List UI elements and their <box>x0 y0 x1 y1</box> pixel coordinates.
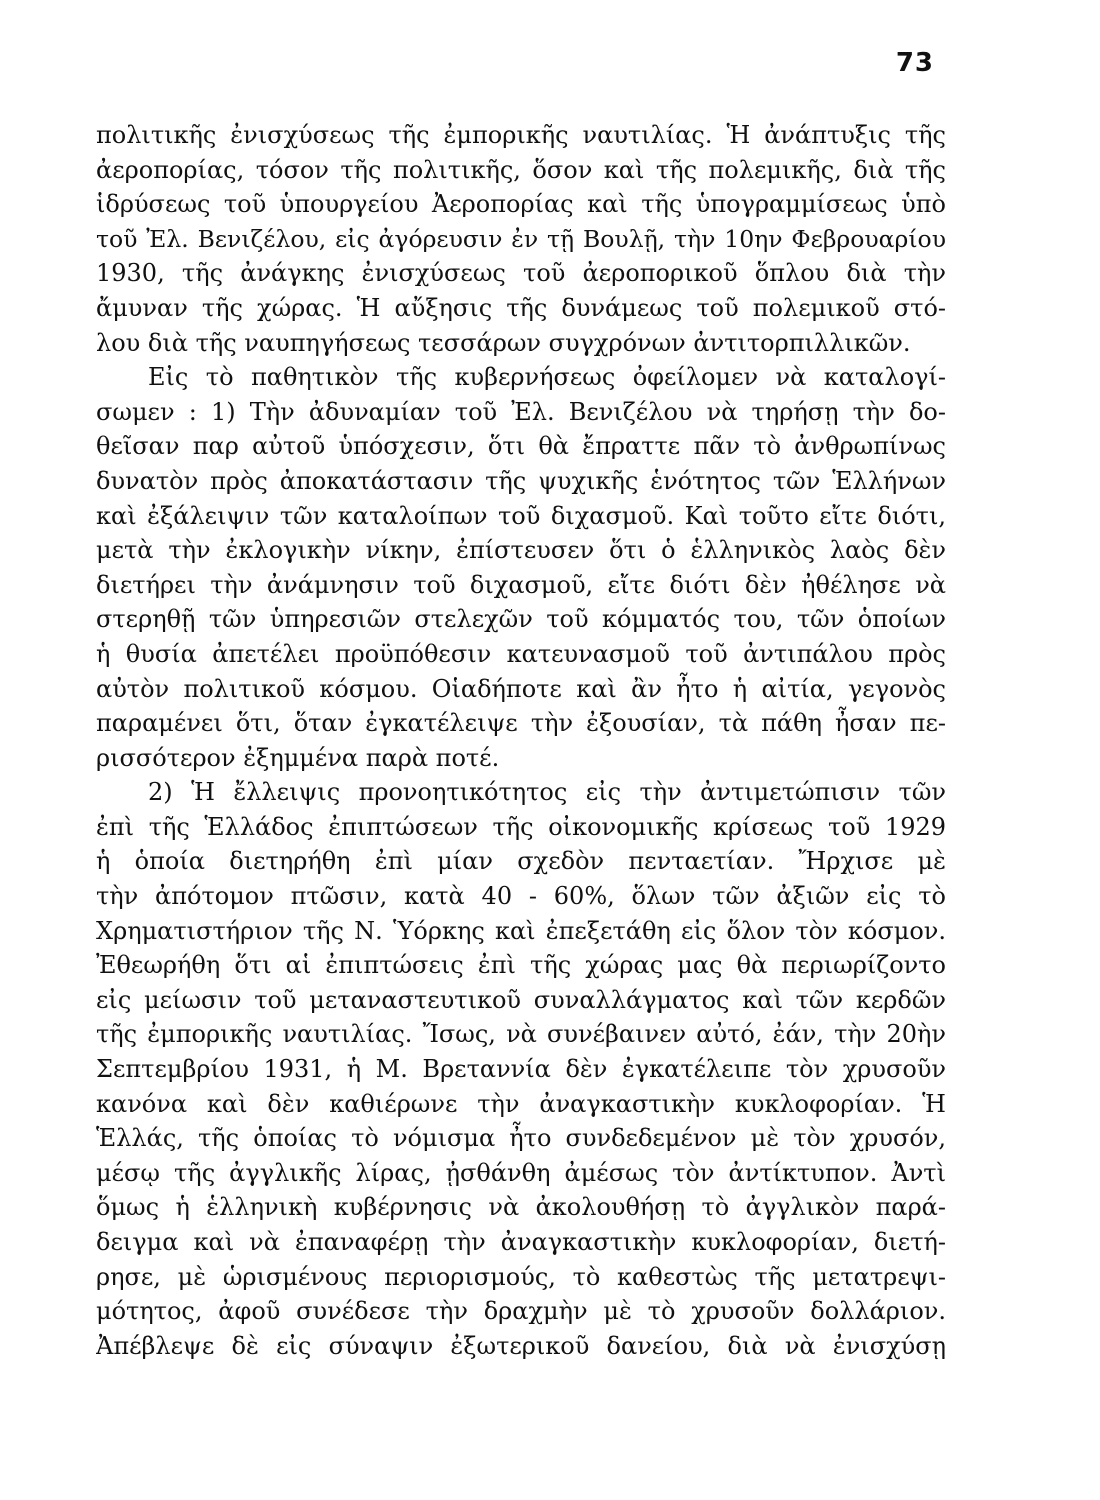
text-line: παραμένει ὅτι, ὅταν ἐγκατέλειψε τὴν ἐξουσίαν, τὰ πάθη ἦσαν πε- <box>96 709 946 738</box>
text-line: καὶ ἐξάλειψιν τῶν καταλοίπων τοῦ διχασμοῦ. Καὶ τοῦτο εἴτε διότι, <box>96 501 946 530</box>
text-line: Ἀπέβλεψε δὲ εἰς σύναψιν ἐξωτερικοῦ δανείου, διὰ νὰ ἐνισχύσῃ <box>96 1331 946 1360</box>
page-number: 73 <box>895 48 934 78</box>
text-line: ἀεροπορίας, τόσον τῆς πολιτικῆς, ὅσον καὶ τῆς πολεμικῆς, διὰ τῆς <box>96 155 946 184</box>
text-line: κανόνα καὶ δὲν καθιέρωνε τὴν ἀναγκαστικὴν κυκλοφορίαν. Ἡ <box>96 1089 946 1118</box>
text-line: ἐπὶ τῆς Ἑλλάδος ἐπιπτώσεων τῆς οἰκονομικῆς κρίσεως τοῦ 1929 <box>96 812 946 841</box>
text-line: ἡ θυσία ἀπετέλει προϋπόθεσιν κατευνασμοῦ τοῦ ἀντιπάλου πρὸς <box>96 639 946 668</box>
text-line: στερηθῇ τῶν ὑπηρεσιῶν στελεχῶν τοῦ κόμματός του, τῶν ὁποίων <box>96 605 946 634</box>
text-line: δειγμα καὶ νὰ ἐπαναφέρῃ τὴν ἀναγκαστικὴν κυκλοφορίαν, διετή- <box>96 1228 946 1256</box>
text-line: Χρηματιστήριον τῆς Ν. Ὑόρκης καὶ ἐπεξετάθη εἰς ὅλον τὸν κόσμον. <box>96 916 946 945</box>
text-line: μότητος, ἀφοῦ συνέδεσε τὴν δραχμὴν μὲ τὸ χρυσοῦν δολλάριον. <box>96 1297 946 1326</box>
text-line: 1930, τῆς ἀνάγκης ἐνισχύσεως τοῦ ἀεροπορικοῦ ὅπλου διὰ τὴν <box>96 259 946 288</box>
body-text <box>96 118 946 1363</box>
text-line: τὴν ἀπότομον πτῶσιν, κατὰ 40 - 60%, ὅλων τῶν ἀξιῶν εἰς τὸ <box>96 882 946 911</box>
text-line: θεῖσαν παρ αὐτοῦ ὑπόσχεσιν, ὅτι θὰ ἔπραττε πᾶν τὸ ἀνθρωπίνως <box>96 432 946 461</box>
text-line: ἡ ὁποία διετηρήθη ἐπὶ μίαν σχεδὸν πενταετίαν. Ἤρχισε μὲ <box>96 847 946 876</box>
text-line: Ἐθεωρήθη ὅτι αἱ ἐπιπτώσεις ἐπὶ τῆς χώρας μας θὰ περιωρίζοντο <box>96 951 946 980</box>
text-line: πολιτικῆς ἐνισχύσεως τῆς ἐμπορικῆς ναυτιλίας. Ἡ ἀνάπτυξις τῆς <box>96 121 946 149</box>
text-line: ὅμως ἡ ἑλληνικὴ κυβέρνησις νὰ ἀκολουθήσῃ τὸ ἀγγλικὸν παρά- <box>96 1193 946 1222</box>
text-line: τῆς ἐμπορικῆς ναυτιλίας. Ἴσως, νὰ συνέβαινεν αὐτό, ἐάν, τὴν 20ὴν <box>96 1020 946 1049</box>
text-line: ρησε, μὲ ὡρισμένους περιορισμούς, τὸ καθεστὼς τῆς μετατρεψι- <box>96 1262 946 1291</box>
text-line: δυνατὸν πρὸς ἀποκατάστασιν τῆς ψυχικῆς ἑνότητος τῶν Ἑλλήνων <box>96 466 946 495</box>
text-line: διετήρει τὴν ἀνάμνησιν τοῦ διχασμοῦ, εἴτε διότι δὲν ἠθέλησε νὰ <box>96 570 946 599</box>
text-line: εἰς μείωσιν τοῦ μεταναστευτικοῦ συναλλάγματος καὶ τῶν κερδῶν <box>96 985 946 1014</box>
text-line: μετὰ τὴν ἐκλογικὴν νίκην, ἐπίστευσεν ὅτι ὁ ἑλληνικὸς λαὸς δὲν <box>96 536 946 565</box>
text-line: λου διὰ τῆς ναυπηγήσεως τεσσάρων συγχρόνων ἀντιτορπιλλικῶν. <box>96 328 911 357</box>
text-line: ἄμυναν τῆς χώρας. Ἡ αὔξησις τῆς δυνάμεως τοῦ πολεμικοῦ στό- <box>96 293 946 322</box>
text-line: αὐτὸν πολιτικοῦ κόσμου. Οἱαδήποτε καὶ ἂν ἦτο ἡ αἰτία, γεγονὸς <box>96 674 946 703</box>
text-line: τοῦ Ἐλ. Βενιζέλου, εἰς ἀγόρευσιν ἐν τῇ Βουλῇ, τὴν 10ην Φεβρουαρίου <box>96 224 946 253</box>
text-line: 2) Ἡ ἔλλειψις προνοητικότητος εἰς τὴν ἀντιμετώπισιν τῶν <box>148 778 946 807</box>
text-line: Ἑλλάς, τῆς ὁποίας τὸ νόμισμα ἦτο συνδεδεμένον μὲ τὸν χρυσόν, <box>96 1124 946 1153</box>
text-line: σωμεν : 1) Τὴν ἀδυναμίαν τοῦ Ἐλ. Βενιζέλου νὰ τηρήσῃ τὴν δο- <box>96 397 946 426</box>
text-line: Εἰς τὸ παθητικὸν τῆς κυβερνήσεως ὀφείλομεν νὰ καταλογί- <box>148 363 946 392</box>
text-line: ρισσότερον ἐξημμένα παρὰ ποτέ. <box>96 743 500 772</box>
text-line: μέσῳ τῆς ἀγγλικῆς λίρας, ᾐσθάνθη ἀμέσως τὸν ἀντίκτυπον. Ἀντὶ <box>96 1158 946 1187</box>
text-line: ἱδρύσεως τοῦ ὑπουργείου Ἀεροπορίας καὶ τῆς ὑπογραμμίσεως ὑπὸ <box>96 190 946 219</box>
text-line: Σεπτεμβρίου 1931, ἡ Μ. Βρεταννία δὲν ἐγκατέλειπε τὸν χρυσοῦν <box>96 1055 946 1084</box>
